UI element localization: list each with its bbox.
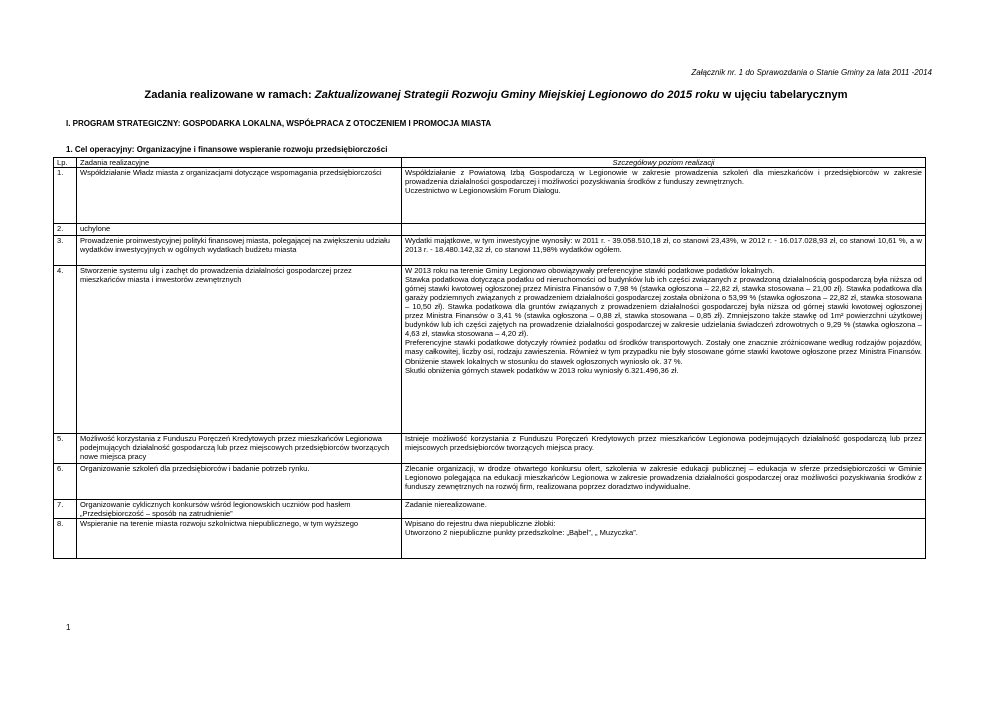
detail-cell: [402, 519, 926, 559]
document-title: [0, 89, 992, 101]
table-row: [54, 500, 926, 519]
table-row: [54, 434, 926, 464]
section-heading: I. PROGRAM STRATEGICZNY: GOSPODARKA LOKALNA, WSPÓŁPRACA Z OTOCZENIEM I PROMOCJA MIASTA: [66, 119, 492, 128]
detail-paragraph: Zlecanie organizacji, w drodze otwartego konkursu ofert, szkolenia w zakresie edukacji publicznej – edukacja w sferze przedsiębiorczości w Gminie Legionowo polegająca na edukacji mieszkańców Legionowa w zakresie prowadzenia działalności gospodarczej oraz możliwości pozyskiwania środków z funduszy zewnętrznych na rozwój firm, realizowana poprzez doradztwo indywidualne.: [405, 464, 922, 492]
task-cell: Organizowanie szkoleń dla przedsiębiorców i badanie potrzeb rynku.: [77, 464, 402, 500]
column-header-task: Zadania realizacyjne: [77, 158, 402, 168]
page-number: 1: [66, 623, 71, 632]
task-cell: Współdziałanie Władz miasta z organizacjami dotyczące wspomagania przedsiębiorczości: [77, 168, 402, 224]
task-cell: uchylone: [77, 224, 402, 236]
detail-cell: [402, 500, 926, 519]
title-strategy-name: Zaktualizowanej Strategii Rozwoju Gminy Miejskiej Legionowo do 2015 roku: [314, 89, 720, 101]
row-number: 7.: [54, 500, 77, 519]
table-row: [54, 519, 926, 559]
title-suffix: w ujęciu tabelarycznym: [719, 89, 848, 101]
detail-paragraph: Istnieje możliwość korzystania z Funduszu Poręczeń Kredytowych przez mieszkańców Legionowa podejmujących działalność gospodarczą lub przez miejscowych przedsiębiorców tworzących miejsca pracy.: [405, 434, 922, 453]
row-number: 6.: [54, 464, 77, 500]
table-row: [54, 464, 926, 500]
detail-cell: [402, 168, 926, 224]
row-number: 3.: [54, 236, 77, 266]
table-row: [54, 168, 926, 224]
title-prefix: Zadania realizowane w ramach:: [144, 89, 315, 101]
column-header-detail: Szczegółowy poziom realizacji: [402, 158, 926, 168]
detail-paragraph: Uczestnictwo w Legionowskim Forum Dialogu.: [405, 186, 561, 196]
table-header-row: [54, 158, 926, 168]
row-number: 1.: [54, 168, 77, 224]
document-header-note: Załącznik nr. 1 do Sprawozdania o Stanie Gminy za lata 2011 -2014: [691, 68, 932, 77]
subsection-heading: 1. Cel operacyjny: Organizacyjne i finansowe wspieranie rozwoju przedsiębiorczości: [66, 145, 388, 154]
detail-paragraph: Wydatki majątkowe, w tym inwestycyjne wynosiły: w 2011 r. - 39.058.510,18 zł, co stanowi 23,43%, w 2012 r. - 16.017.028,93 zł, co stanowi 10,61 %, a w 2013 r. - 18.480.142,32 zł, co stanowi 11,98% wydatków ogółem.: [405, 236, 922, 255]
row-number: 8.: [54, 519, 77, 559]
table-row: [54, 224, 926, 236]
detail-paragraph: Wpisano do rejestru dwa niepubliczne żłobki:: [405, 519, 556, 529]
task-cell: Stworzenie systemu ulg i zachęt do prowadzenia działalności gospodarczej przez mieszkańców miasta i inwestorów zewnętrznych: [77, 266, 402, 434]
detail-cell: [402, 236, 926, 266]
detail-paragraph: Utworzono 2 niepubliczne punkty przedszkolne: „Bąbel”, „ Muzyczka”.: [405, 528, 638, 538]
detail-paragraph: W 2013 roku na terenie Gminy Legionowo obowiązywały preferencyjne stawki podatkowe podatków lokalnych.: [405, 266, 775, 276]
row-number: 4.: [54, 266, 77, 434]
task-cell: Wspieranie na terenie miasta rozwoju szkolnictwa niepublicznego, w tym wyższego: [77, 519, 402, 559]
table-row: [54, 236, 926, 266]
detail-paragraph: Stawka podatkowa dotycząca podatku od nieruchomości od budynków lub ich części związanych z prowadzoną działalnością gospodarczą była niższa od górnej stawki kwotowej ogłoszonej przez Ministra Finansów o 7,98 % (stawka ogłoszona – 22,82 zł, stawka stosowana – 21,00 zł). Stawka podatkowa dla garaży podziemnych związanych z prowadzeniem działalności gospodarczej została obniżona o 53,99 % (stawka ogłoszona – 22,82 zł, stawka stosowana – 10,50 zł). Stawka podatkowa dla gruntów związanych z prowadzeniem działalności gospodarczej była niższa od górnej stawki kwotowej ogłoszonej przez Ministra Finansów o 3,41 % (stawka ogłoszona – 0,88 zł, stawka stosowana – 0,85 zł). Zmniejszono także stawkę od 1m² powierzchni użytkowej budynków lub ich części zajętych na prowadzenie działalności gospodarczej w zakresie udzielania świadczeń zdrowotnych o 9,29 % (stawka ogłoszona – 4,63 zł, stawka stosowana – 4,20 zł).: [405, 275, 922, 339]
task-cell: Prowadzenie proinwestycyjnej polityki finansowej miasta, polegającej na zwiększeniu udziału wydatków inwestycyjnych w ogólnych wydatkach budżetu miasta: [77, 236, 402, 266]
task-cell: Organizowanie cyklicznych konkursów wśród legionowskich uczniów pod hasłem „Przedsiębiorczość – sposób na zatrudnienie”: [77, 500, 402, 519]
detail-cell: [402, 224, 926, 236]
tasks-table: [53, 157, 926, 559]
detail-cell: [402, 434, 926, 464]
detail-paragraph: Preferencyjne stawki podatkowe dotyczyły również podatku od środków transportowych. Zostały one znacznie zróżnicowane według rodzajów pojazdów, masy całkowitej, liczby osi, rodzaju zawieszenia. Również w tym przypadku nie były stosowane górne stawki kwotowe ogłoszone przez Ministra Finansów. Obniżenie stawek lokalnych w stosunku do stawek ogłoszonych wyniosło ok. 37 %.: [405, 338, 922, 366]
detail-cell: [402, 266, 926, 434]
row-number: 2.: [54, 224, 77, 236]
detail-paragraph: Zadanie nierealizowane.: [405, 500, 487, 510]
column-header-lp: Lp.: [54, 158, 77, 168]
task-cell: Możliwość korzystania z Funduszu Poręczeń Kredytowych przez mieszkańców Legionowa podejmujących działalność gospodarczą lub przez miejscowych przedsiębiorców tworzących nowe miejsca pracy: [77, 434, 402, 464]
detail-cell: [402, 464, 926, 500]
table-row: [54, 266, 926, 434]
table-body: [54, 168, 926, 559]
row-number: 5.: [54, 434, 77, 464]
detail-paragraph: Współdziałanie z Powiatową Izbą Gospodarczą w Legionowie w zakresie prowadzenia szkoleń dla mieszkańców i przedsiębiorców w zakresie prowadzenia działalności gospodarczej i możliwości pozyskiwania środków z funduszy zewnętrznych.: [405, 168, 922, 187]
detail-paragraph: Skutki obniżenia górnych stawek podatków w 2013 roku wyniosły 6.321.496,36 zł.: [405, 365, 679, 375]
